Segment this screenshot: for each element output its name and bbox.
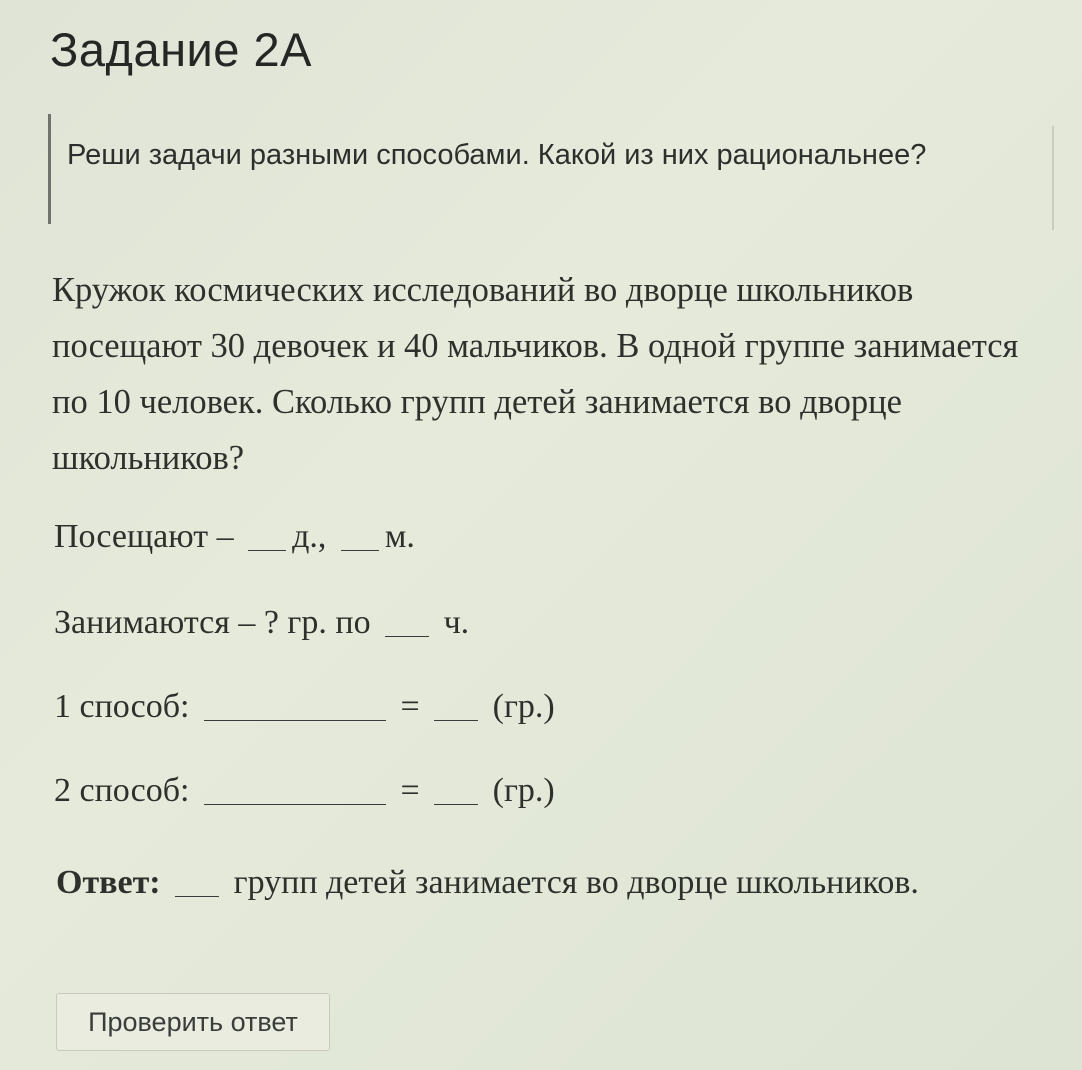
method1-equals: = <box>400 688 420 725</box>
attend-row <box>54 518 415 556</box>
method1-result-blank[interactable] <box>434 719 478 721</box>
instruction-right-edge <box>1052 126 1054 230</box>
answer-label: Ответ: <box>56 864 161 901</box>
group-size-blank[interactable] <box>385 635 429 637</box>
study-row <box>54 604 469 642</box>
problem-text: Кружок космических исследований во дворце школьников посещают 30 девочек и 40 мальчиков. В одной группе занимается по 10 человек. Сколько групп детей занимается во дворце школьников? <box>52 271 1019 477</box>
method1-expression-blank[interactable] <box>204 719 386 721</box>
method1-unit: (гр.) <box>492 688 555 725</box>
method2-equals: = <box>400 772 420 809</box>
method2-expression-blank[interactable] <box>204 803 386 805</box>
attend-label: Посещают – <box>54 518 234 555</box>
study-unit: ч. <box>443 604 470 641</box>
instruction-text: Реши задачи разными способами. Какой из них рациональнее? <box>67 139 927 171</box>
method2-unit: (гр.) <box>492 772 555 809</box>
method1-row <box>54 688 555 726</box>
instruction-block <box>48 114 1054 224</box>
study-label: Занимаются – ? гр. по <box>54 604 371 641</box>
boys-unit: м. <box>384 518 415 555</box>
method2-row <box>54 772 555 810</box>
answer-text: групп детей занимается во дворце школьников. <box>233 864 919 901</box>
task-title: Задание 2А <box>50 23 312 76</box>
method2-label: 2 способ: <box>54 772 190 809</box>
boys-count-blank[interactable] <box>341 549 379 551</box>
answer-blank[interactable] <box>175 895 219 897</box>
answer-line <box>56 852 936 914</box>
girls-unit: д., <box>292 518 327 555</box>
girls-count-blank[interactable] <box>248 549 286 551</box>
check-answer-button[interactable]: Проверить ответ <box>56 993 330 1051</box>
method2-result-blank[interactable] <box>434 803 478 805</box>
method1-label: 1 способ: <box>54 688 190 725</box>
